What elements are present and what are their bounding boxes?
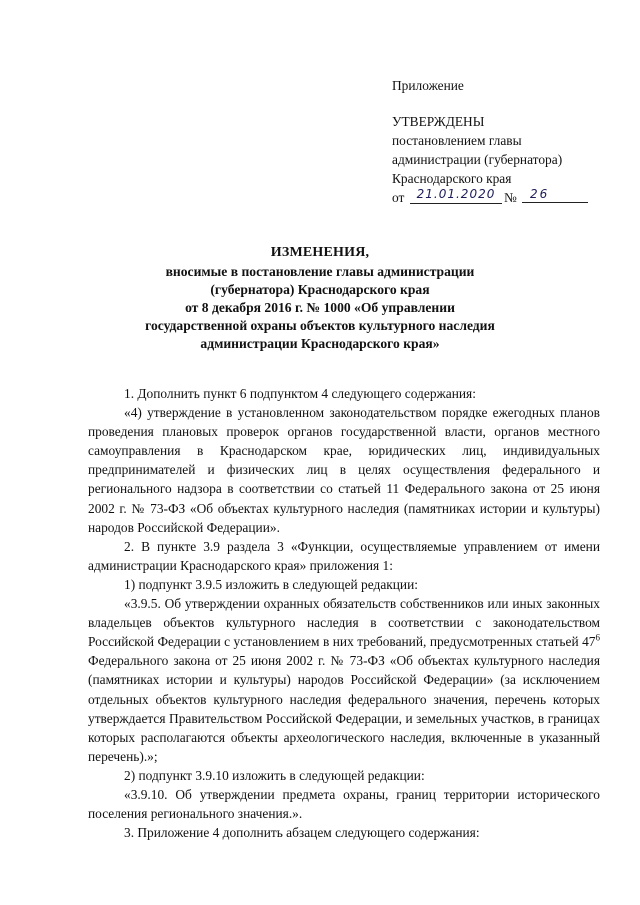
heading-subtitle-line: от 8 декабря 2016 г. № 1000 «Об управлении [185,300,455,315]
number-prefix: № [504,190,517,205]
heading-subtitle-line: государственной охраны объектов культурного наследия [145,318,495,333]
paragraph [88,594,600,766]
appendix-label: Приложение [392,78,464,93]
paragraph: 1. Дополнить пункт 6 подпунктом 4 следующего содержания: [124,386,476,401]
paragraph-text: Федерального закона от 25 июня 2002 г. № 73-ФЗ «Об объектах культурного наследия (памятниках истории и культуры) народов Российской Федерации» (за исключением отдельных объектов культурного наследия федерального значения, перечень которых утверждается Правительством Российской Федерации, и земельных участков, в границах которых располагаются объекты археологического наследия, включенные в указанный перечень).»; [88,653,600,764]
document-body [88,384,600,842]
paragraph: 2. В пункте 3.9 раздела 3 «Функции, осуществляемые управлением от имени администрации Краснодарского края» приложения 1: [88,538,600,573]
paragraph: 2) подпункт 3.9.10 изложить в следующей редакции: [124,767,425,783]
approval-block [392,76,612,207]
heading-subtitle-line: вносимые в постановление главы администрации [165,264,475,279]
approval-line: постановлением главы [392,133,522,148]
date-number-line [392,188,612,207]
paragraph: «3.9.10. Об утверждении предмета охраны, границ территории исторического поселения регионального значения.». [88,786,600,822]
heading-subtitle-line: администрации Краснодарского края» [200,336,440,351]
superscript: 6 [595,632,600,643]
date-prefix: от [392,190,405,205]
paragraph-text: «3.9.5. Об утверждении охранных обязательств собственников или иных законных владельцев объектов культурного наследия в соответствии с законодательством Российской Федерации с установлением в них требований, предусмотренных статьей 47 [88,596,600,650]
heading-subtitle-line: (губернатора) Краснодарского края [210,282,430,297]
approval-title: УТВЕРЖДЕНЫ [392,114,485,129]
approval-line: администрации (губернатора) [392,152,563,167]
paragraph: 3. Приложение 4 дополнить абзацем следующего содержания: [124,825,480,841]
heading-title: ИЗМЕНЕНИЯ, [270,245,370,260]
paragraph: «4) утверждение в установленном законодательством порядке ежегодных планов проведения плановых проверок органов государственной власти, органов местного самоуправления в Краснодарском крае, юридических лиц, индивидуальных предпринимателей и физических лиц в целях осуществления федерального и регионального надзора в соответствии со статьей 11 Федерального закона от 25 июня 2002 г. № 73-ФЗ «Об объектах культурного наследия (памятниках истории и культуры) народов Российской Федерации». [88,405,600,535]
approval-line: Краснодарского края [392,171,512,186]
document-heading [100,244,540,353]
paragraph: 1) подпункт 3.9.5 изложить в следующей редакции: [124,576,418,592]
handwritten-date: 21.01.2020 [410,186,502,204]
handwritten-number: 26 [522,186,588,203]
